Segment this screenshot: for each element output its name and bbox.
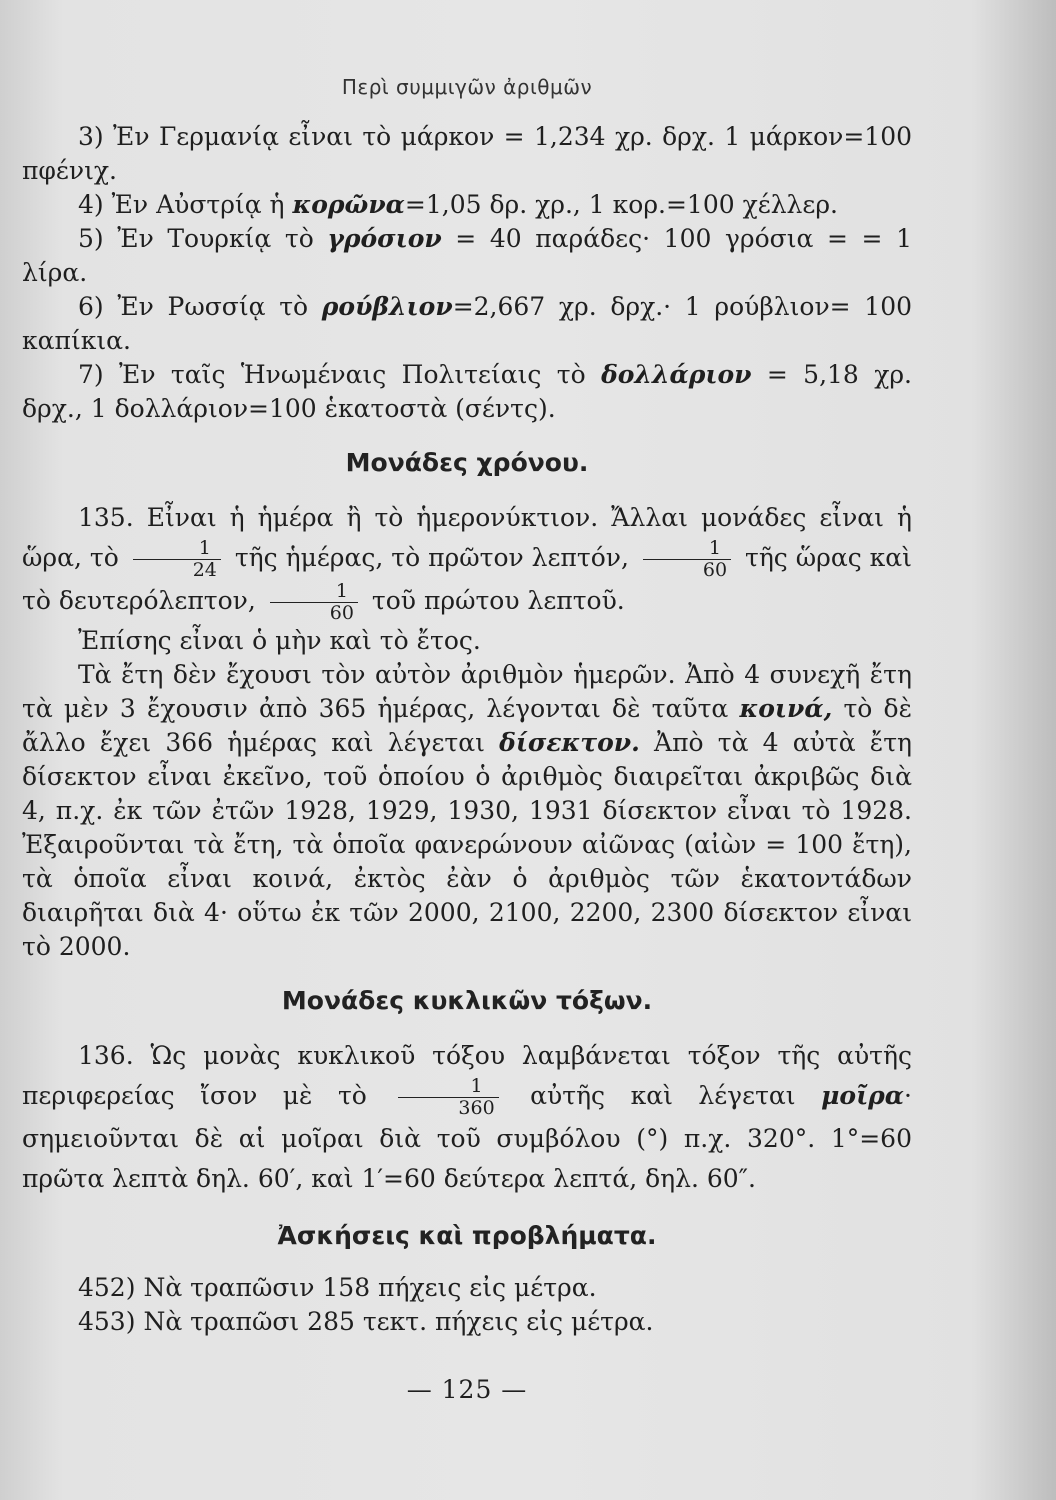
heading-exercises: Ἀσκήσεις καὶ προβλήματα. bbox=[277, 1221, 657, 1250]
running-head: Περὶ συμμιγῶν ἀριθμῶν bbox=[341, 75, 593, 99]
currency-usa: 7) Ἐν ταῖς Ἡνωμέναις Πολιτείαις τὸ δολλάριον = 5,18 χρ. δρχ., 1 δολλάριον=100 ἑκατοστὰ (σέντς). bbox=[22, 360, 912, 423]
fraction-1-60-b: $\frac{1}{60}$ bbox=[270, 581, 358, 624]
currency-russia: 6) Ἐν Ρωσσίᾳ τὸ ρούβλιον=2,667 χρ. δρχ.· 1 ρούβλιον= 100 καπίκια. bbox=[22, 292, 913, 355]
paragraph-month-year: Ἐπίσης εἶναι ὁ μὴν καὶ τὸ ἔτος. bbox=[78, 626, 481, 655]
fraction-1-24: $\frac{1}{24}$ bbox=[133, 538, 221, 581]
currency-austria: 4) Ἐν Αὐστρίᾳ ἡ κορῶνα=1,05 δρ. χρ., 1 κορ.=100 χέλλερ. bbox=[78, 190, 838, 219]
fraction-1-360: $\frac{1}{360}$ bbox=[398, 1076, 498, 1119]
exercise-452: 452) Νὰ τραπῶσιν 158 πήχεις εἰς μέτρα. bbox=[78, 1273, 597, 1302]
currency-germany: 3) Ἐν Γερμανίᾳ εἶναι τὸ μάρκον = 1,234 χρ. δρχ. 1 μάρκον=100 πφένιχ. bbox=[22, 122, 912, 185]
paragraph-136: 136. Ὡς μονὰς κυκλικοῦ τόξου λαμβάνεται τόξον τῆς αὐτῆς περιφερείας ἴσον μὲ τὸ $\frac{1}{360}$ αὐτῆς καὶ λέγεται μοῖρα· σημειοῦνται δὲ αἱ μοῖραι διὰ τοῦ συμβόλου (°) π.χ. 320°. 1°=60 πρῶτα λεπτὰ δηλ. 60′, καὶ 1′=60 δεύτερα λεπτά, δηλ. 60″. bbox=[22, 1041, 912, 1193]
page-number: — 125 — bbox=[406, 1375, 528, 1404]
heading-time-units: Μονάδες χρόνου. bbox=[345, 448, 589, 477]
page-text bbox=[22, 70, 912, 1407]
paragraph-135: 135. Εἶναι ἡ ἡμέρα ἢ τὸ ἡμερονύκτιον. Ἄλλαι μονάδες εἶναι ἡ ὥρα, τὸ $\frac{1}{24}$ τῆς ἡμέρας, τὸ πρῶτον λεπτόν, $\frac{1}{60}$ τῆς ὥρας καὶ τὸ δευτερόλεπτον, $\frac{1}{60}$ τοῦ πρώτου λεπτοῦ. bbox=[22, 503, 912, 624]
currency-turkey: 5) Ἐν Τουρκίᾳ τὸ γρόσιον = 40 παράδες· 100 γρόσια = = 1 λίρα. bbox=[22, 224, 912, 287]
paragraph-leap-years: Τὰ ἔτη δὲν ἔχουσι τὸν αὐτὸν ἀριθμὸν ἡμερῶν. Ἀπὸ 4 συνεχῆ ἔτη τὰ μὲν 3 ἔχουσιν ἀπὸ 365 ἡμέρας, λέγονται δὲ ταῦτα κοινά, τὸ δὲ ἄλλο ἔχει 366 ἡμέρας καὶ λέγεται δίσεκτον. Ἀπὸ τὰ 4 αὐτὰ ἔτη δίσεκτον εἶναι ἐκεῖνο, τοῦ ὁποίου ὁ ἀριθμὸς διαιρεῖται ἀκριβῶς διὰ 4, π.χ. ἐκ τῶν ἐτῶν 1928, 1929, 1930, 1931 δίσεκτον εἶναι τὸ 1928. Ἐξαιροῦνται τὰ ἔτη, τὰ ὁποῖα φανερώνουν αἰῶνας (αἰὼν = 100 ἔτη), τὰ ὁποῖα εἶναι κοινά, ἐκτὸς ἐὰν ὁ ἀριθμὸς τῶν ἑκατοντάδων διαιρῆται διὰ 4· οὕτω ἐκ τῶν 2000, 2100, 2200, 2300 δίσεκτον εἶναι τὸ 2000. bbox=[22, 660, 912, 961]
exercise-453: 453) Νὰ τραπῶσι 285 τεκτ. πήχεις εἰς μέτρα. bbox=[78, 1307, 654, 1336]
heading-arc-units: Μονάδες κυκλικῶν τόξων. bbox=[281, 986, 653, 1015]
fraction-1-60-a: $\frac{1}{60}$ bbox=[643, 538, 731, 581]
